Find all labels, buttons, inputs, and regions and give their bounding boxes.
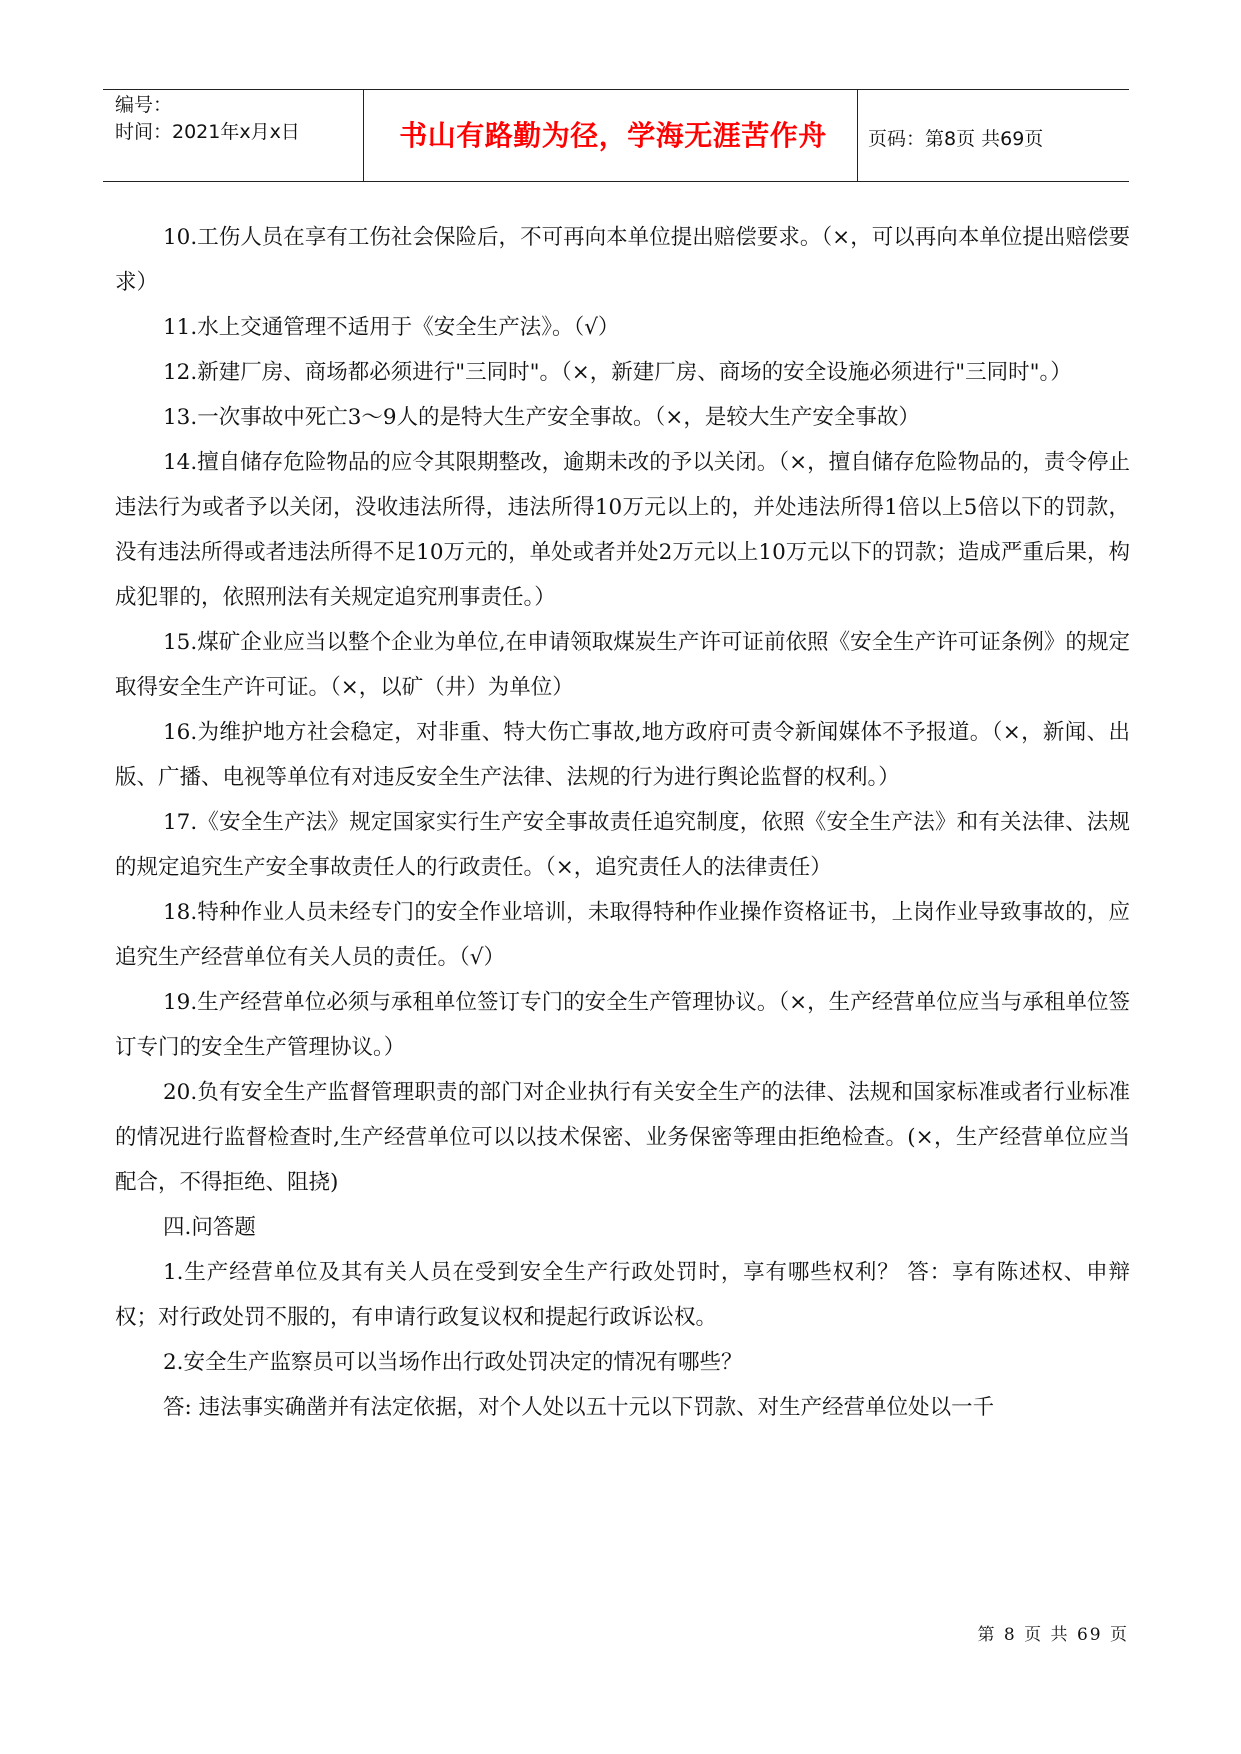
paragraph: 15.煤矿企业应当以整个企业为单位,在申请领取煤炭生产许可证前依照《安全生产许可证条例》的规定取得安全生产许可证。（×，以矿（井）为单位） <box>115 630 1130 700</box>
paragraph: 20.负有安全生产监督管理职责的部门对企业执行有关安全生产的法律、法规和国家标准或者行业标准的情况进行监督检查时,生产经营单位可以以技术保密、业务保密等理由拒绝检查。(×，生产经营单位应当配合，不得拒绝、阻挠) <box>115 1080 1130 1195</box>
paragraph: 11.水上交通管理不适用于《安全生产法》。（√） <box>163 315 620 340</box>
paragraph: 12.新建厂房、商场都必须进行"三同时"。（×，新建厂房、商场的安全设施必须进行"三同时"。） <box>163 360 1072 385</box>
header-bottom-rule <box>103 181 1129 182</box>
section-heading: 四.问答题 <box>163 1215 256 1240</box>
paragraph: 17.《安全生产法》规定国家实行生产安全事故责任追究制度，依照《安全生产法》和有关法律、法规的规定追究生产安全事故责任人的行政责任。（×，追究责任人的法律责任） <box>115 810 1130 880</box>
paragraph: 10.工伤人员在享有工伤社会保险后，不可再向本单位提出赔偿要求。（×，可以再向本单位提出赔偿要求） <box>115 225 1130 295</box>
paragraph: 答: 违法事实确凿并有法定依据，对个人处以五十元以下罚款、对生产经营单位处以一千 <box>163 1395 995 1420</box>
header-meta <box>115 92 300 146</box>
time-label: 时间：2021年x月x日 <box>115 121 300 143</box>
header-motto: 书山有路勤为径，学海无涯苦作舟 <box>399 119 827 152</box>
paragraph: 13.一次事故中死亡3～9人的是特大生产安全事故。（×，是较大生产安全事故） <box>163 405 920 430</box>
header-page-info: 页码：第8页 共69页 <box>868 128 1044 150</box>
header-divider-1 <box>363 90 364 182</box>
paragraph: 14.擅自储存危险物品的应令其限期整改，逾期未改的予以关闭。（×，擅自储存危险物品的，责令停止违法行为或者予以关闭，没收违法所得，违法所得10万元以上的，并处违法所得1倍以上5倍以下的罚款，没有违法所得或者违法所得不足10万元的，单处或者并处2万元以上10万元以下的罚款；造成严重后果，构成犯罪的，依照刑法有关规定追究刑事责任。） <box>115 450 1130 610</box>
paragraph: 16.为维护地方社会稳定，对非重、特大伤亡事故,地方政府可责令新闻媒体不予报道。（×，新闻、出版、广播、电视等单位有对违反安全生产法律、法规的行为进行舆论监督的权利。） <box>115 720 1130 790</box>
header-top-rule <box>103 89 1129 90</box>
code-label: 编号： <box>115 94 173 116</box>
paragraph: 18.特种作业人员未经专门的安全作业培训，未取得特种作业操作资格证书，上岗作业导致事故的，应追究生产经营单位有关人员的责任。（√） <box>115 900 1130 970</box>
paragraph: 2.安全生产监察员可以当场作出行政处罚决定的情况有哪些？ <box>163 1350 743 1375</box>
page-footer: 第 8 页 共 69 页 <box>977 1625 1129 1645</box>
document-body <box>115 215 1130 1430</box>
paragraph: 19.生产经营单位必须与承租单位签订专门的安全生产管理协议。（×，生产经营单位应当与承租单位签订专门的安全生产管理协议。） <box>115 990 1130 1060</box>
paragraph: 1.生产经营单位及其有关人员在受到安全生产行政处罚时，享有哪些权利？ 答：享有陈述权、申辩权；对行政处罚不服的，有申请行政复议权和提起行政诉讼权。 <box>115 1260 1130 1330</box>
